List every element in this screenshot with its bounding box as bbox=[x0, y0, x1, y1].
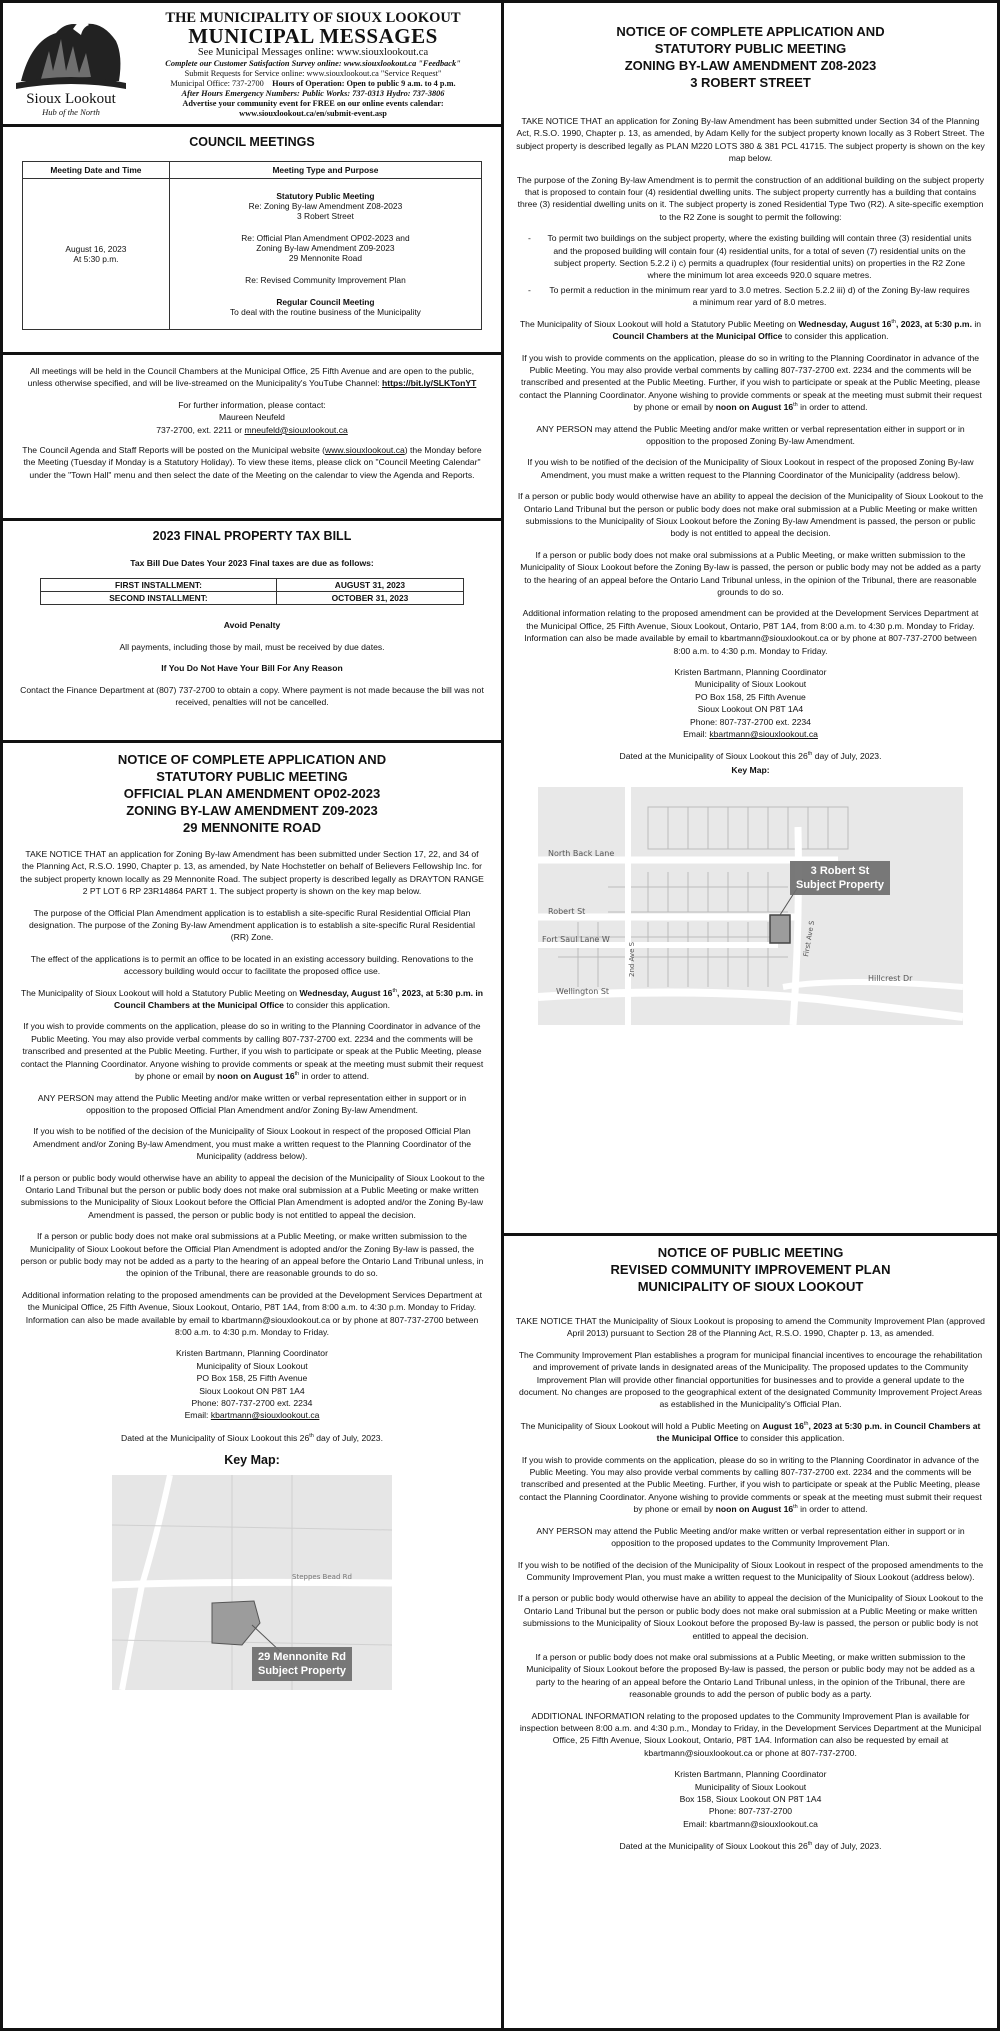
mennonite-notice-section bbox=[3, 743, 501, 2013]
youtube-link[interactable]: https://bit.ly/SLKTonYT bbox=[381, 378, 477, 389]
mennonite-p2: The purpose of the Official Plan Amendment application is to establish a site-specific Rural Residential Official Plan designation. The purpose of the Zoning By-law Amendment application is to establish a site-specific Rural Residential (RR) Zone. bbox=[28, 907, 475, 943]
tax-bill-title: 2023 FINAL PROPERTY TAX BILL bbox=[152, 529, 352, 543]
cip-contact: Kristen Bartmann, Planning Coordinator Municipality of Sioux Lookout Box 158, Sioux Lookout ON P8T 1A4 Phone: 807-737-2700 Email: kbartmann@siouxlookout.ca bbox=[674, 1769, 827, 1829]
statutory-meeting-title: Statutory Public Meeting bbox=[276, 191, 375, 201]
tax-p2: Contact the Finance Department at (807) 737-2700 to obtain a copy. Where payment is not made because the bill was not received, penalties will not be cancelled. bbox=[20, 684, 484, 708]
cip-dated: Dated at the Municipality of Sioux Lookout this 26th day of July, 2023. bbox=[619, 1841, 882, 1852]
council-p3: The Council Agenda and Staff Reports will be posted on the Municipal website (www.siouxlookout.ca) the Monday before the Meeting (Tuesday if Monday is a Statutory Holiday). To view these items, please click on "Council Meeting Calendar" under the "Town Hall" menu and then select the date of the Meeting on the calendar to view the Agenda and Reports. bbox=[22, 445, 482, 480]
second-installment-date: OCTOBER 31, 2023 bbox=[276, 592, 463, 605]
council-info-section bbox=[3, 355, 501, 521]
robert-title-1: NOTICE OF COMPLETE APPLICATION AND bbox=[616, 24, 885, 39]
masthead-events-link[interactable]: www.siouxlookout.ca/en/submit-event.asp bbox=[239, 109, 387, 118]
no-bill-heading: If You Do Not Have Your Bill For Any Reason bbox=[161, 663, 343, 674]
cip-p6: If you wish to be notified of the decision of the Municipality of Sioux Lookout in respect of the proposed amendments to the Community Improvement Plan, you must make a written request to the Municipality of Sioux Lookout (address below). bbox=[517, 1559, 984, 1582]
mennonite-p1: TAKE NOTICE THAT an application for Zoning By-law Amendment has been submitted under Section 17, 22, and 34 of the Planning Act, R.S.O. 1990, Chapter p. 13, as amended, by Nate Hochstetler on behalf of Believers Fellowship Inc. for the subject property known locally as 29 Mennonite Road. The subject property is described legally as DRAYTON RANGE 2 PT LOT 6 RP 23R14864 PART 1. The subject property is shown on the key map below. bbox=[20, 849, 484, 897]
mennonite-p6: ANY PERSON may attend the Public Meeting and/or make written or verbal representation either in support or in opposition to the proposed Official Plan Amendment and/or Zoning By-law Amendment. bbox=[37, 1092, 467, 1115]
robert-p6: If you wish to be notified of the decision of the Municipality of Sioux Lookout in respect of the proposed Zoning By-law Amendment, you must make a written request to the Planning Coordinator of the Municipality (address below). bbox=[527, 457, 974, 480]
street-label: First Ave S bbox=[802, 919, 817, 958]
robert-email-link[interactable]: kbartmann@siouxlookout.ca bbox=[709, 729, 818, 740]
robert-p9: Additional information relating to the proposed amendment can be provided at the Development Services Department at the Municipal Office, 25 Fifth Avenue, Sioux Lookout, Ontario, P8T 1A4, from 8:00 a.m. to 4:30 p.m. Monday to Friday. Information can also be made available by email to kbartmann@siouxlookout.ca or by phone at 807-737-2700 between 8:00 a.m. to 4:30 p.m. Monday to Friday. bbox=[522, 608, 979, 656]
robert-key-map bbox=[538, 787, 963, 1025]
street-label: Robert St bbox=[548, 906, 586, 916]
meeting-time: At 5:30 p.m. bbox=[73, 254, 119, 264]
masthead-advertise: Advertise your community event for FREE on our online events calendar: bbox=[182, 99, 444, 108]
council-email-link[interactable]: mneufeld@siouxlookout.ca bbox=[244, 424, 348, 435]
map-road-label: Steppes Bead Rd bbox=[292, 1573, 352, 1582]
robert-keymap-title: Key Map: bbox=[731, 764, 770, 775]
masthead-line1: THE MUNICIPALITY OF SIOUX LOOKOUT bbox=[165, 10, 461, 26]
cip-title-2: REVISED COMMUNITY IMPROVEMENT PLAN bbox=[610, 1262, 891, 1277]
second-installment-label: SECOND INSTALLMENT: bbox=[41, 592, 277, 605]
council-contact: For further information, please contact: Maureen Neufeld 737-2700, ext. 2211 or mneufeld@siouxlookout.ca bbox=[156, 399, 348, 435]
mennonite-title-2: STATUTORY PUBLIC MEETING bbox=[156, 769, 348, 784]
robert-contact: Kristen Bartmann, Planning Coordinator Municipality of Sioux Lookout PO Box 158, 25 Fifth Avenue Sioux Lookout ON P8T 1A4 Phone: 807-737-2700 ext. 2234 Email: kbartmann@siouxlookout.ca bbox=[674, 667, 827, 740]
meeting-date: August 16, 2023 bbox=[65, 244, 127, 254]
cip-p4: If you wish to provide comments on the application, please do so in writing to the Planning Coordinator in advance of the Public Meeting. You may also provide verbal comments by calling 807-737-2700 ext. 2234 and the comments will be transcribed and presented at the Public Meeting. Further, if you wish to participate or speak at the Public Meeting, please contact the Planning Coordinator. Anyone wishing to provide comments or speak at the meeting must submit their request by phone or email by noon on August 16th in order to attend. bbox=[519, 1454, 982, 1515]
council-meetings-section bbox=[3, 127, 501, 355]
masthead bbox=[3, 3, 501, 127]
tax-bill-section bbox=[3, 521, 501, 743]
table-header-date: Meeting Date and Time bbox=[50, 165, 142, 175]
robert-map-graphic bbox=[538, 787, 963, 1025]
masthead-title: MUNICIPAL MESSAGES bbox=[188, 24, 438, 48]
cip-notice-section bbox=[504, 1236, 997, 1853]
cip-title-3: MUNICIPALITY OF SIOUX LOOKOUT bbox=[637, 1279, 864, 1294]
robert-p4: If you wish to provide comments on the application, please do so in writing to the Planning Coordinator in advance of the Public Meeting. You may also provide verbal comments by calling 807-737-2700 ext. 2234 and the comments will be transcribed and presented at the Public Meeting. Further, if you wish to participate or speak at the Public Meeting, please contact the Planning Coordinator. Anyone wishing to provide comments or speak at the meeting must submit their request by phone or email by noon on August 16th in order to attend. bbox=[519, 352, 982, 413]
street-label: 2nd Ave S bbox=[628, 941, 636, 977]
cip-p5: ANY PERSON may attend the Public Meeting and/or make written or verbal representation either in support or in opposition to the proposed updates to the Community Improvement Plan. bbox=[536, 1525, 965, 1549]
tax-p1: All payments, including those by mail, must be received by due dates. bbox=[119, 641, 385, 652]
mennonite-key-map bbox=[112, 1475, 392, 1690]
first-installment-date: AUGUST 31, 2023 bbox=[276, 579, 463, 592]
cip-title-1: NOTICE OF PUBLIC MEETING bbox=[657, 1245, 844, 1260]
robert-exemption-list bbox=[516, 232, 985, 308]
sioux-lookout-logo bbox=[11, 11, 131, 123]
masthead-office: Municipal Office: 737-2700 bbox=[170, 79, 264, 88]
left-column bbox=[3, 3, 504, 2028]
cip-p9: ADDITIONAL INFORMATION relating to the proposed updates to the Community Improvement Plan is available for inspection between 8:00 a.m. and 4:30 p.m., Monday to Friday, in the Development Services Department at the Municipal Office, 25 Fifth Avenue, Sioux Lookout, Ontario, P8T 1A4. Information can also be requested by email at kbartmann@siouxlookout.ca or phone at 807-737-2700. bbox=[519, 1710, 982, 1758]
item1-line1: Re: Zoning By-law Amendment Z08-2023 bbox=[248, 201, 403, 211]
item2-line3: 29 Mennonite Road bbox=[288, 253, 362, 263]
item2-line2: Zoning By-law Amendment Z09-2023 bbox=[256, 243, 395, 253]
mennonite-contact: Kristen Bartmann, Planning Coordinator Municipality of Sioux Lookout PO Box 158, 25 Fifth Avenue Sioux Lookout ON P8T 1A4 Phone: 807-737-2700 ext. 2234 Email: kbartmann@siouxlookout.ca bbox=[176, 1348, 328, 1421]
mennonite-p3: The effect of the applications is to permit an office to be located in an existing accessory building. Renovations to the accessory building would occur to facilitate the proposed office use. bbox=[30, 953, 474, 977]
street-label: Hillcrest Dr bbox=[868, 973, 913, 983]
mennonite-map-label: 29 Mennonite Rd Subject Property bbox=[252, 1647, 352, 1681]
robert-notice-section bbox=[504, 3, 997, 1236]
robert-dated: Dated at the Municipality of Sioux Lookout this 26th day of July, 2023. bbox=[619, 751, 882, 762]
robert-p7: If a person or public body would otherwise have an ability to appeal the decision of the Municipality of Sioux Lookout to the Ontario Land Tribunal but the person or public body does not make oral submission at a Public Meeting or make written submissions to the Municipality of Sioux Lookout before the Zoning By-law Amendment is passed, the person or public body is not entitled to appeal the decision. bbox=[517, 491, 984, 539]
logo-tagline: Hub of the North bbox=[42, 107, 100, 117]
robert-p3: The Municipality of Sioux Lookout will hold a Statutory Public Meeting on Wednesday, August 16th, 2023, at 5:30 p.m. in Council Chambers at the Municipal Office to consider this application. bbox=[519, 318, 982, 342]
street-label: Wellington St bbox=[556, 986, 610, 996]
masthead-survey: Complete our Customer Satisfaction Survey online: www.siouxlookout.ca "Feedback" bbox=[165, 59, 461, 68]
cip-p3: The Municipality of Sioux Lookout will hold a Public Meeting on August 16th, 2023 at 5:30 p.m. in Council Chambers at the Municipal Office to consider this application. bbox=[520, 1420, 981, 1444]
mennonite-p9: If a person or public body does not make oral submissions at a Public Meeting, or make written submission to the Municipality of Sioux Lookout before the Official Plan Amendment is adopted and/or the Zoning By-law is passed, the person or public body may not be added as a party to the hearing of an appeal before the Ontario Land Tribunal unless, in the opinion of the Tribunal, there are reasonable grounds to do so. bbox=[20, 1231, 484, 1279]
first-installment-label: FIRST INSTALLMENT: bbox=[41, 579, 277, 592]
robert-p5: ANY PERSON may attend the Public Meeting and/or make written or verbal representation either in support or in opposition to the proposed Zoning By-law Amendment. bbox=[536, 423, 965, 446]
mennonite-title-4: ZONING BY-LAW AMENDMENT Z09-2023 bbox=[126, 803, 378, 818]
mennonite-keymap-title: Key Map: bbox=[224, 1453, 280, 1468]
table-header-type: Meeting Type and Purpose bbox=[272, 165, 379, 175]
list-item: - To permit a reduction in the minimum rear yard to 3.0 metres. Section 5.2.2 iii) d) of the Zoning By-law requires a minimum rear yard of 8.0 metres. bbox=[528, 284, 973, 309]
mennonite-p5: If you wish to provide comments on the application, please do so in writing to the Planning Coordinator in advance of the Public Meeting. You may also provide verbal comments by calling 807-737-2700 ext. 2234 and the comments will be transcribed and presented at the Public Meeting. Further, if you wish to participate or speak at the Public Meeting, please contact the Planning Coordinator. Anyone wishing to provide comments or speak at the meeting must submit their request by phone or email by noon on August 16th in order to attend. bbox=[20, 1021, 484, 1082]
mennonite-title-5: 29 MENNONITE ROAD bbox=[183, 820, 321, 835]
item4-line1: To deal with the routine business of the Municipality bbox=[230, 307, 421, 317]
robert-p8: If a person or public body does not make oral submissions at a Public Meeting, or make written submission to the Municipality of Sioux Lookout before the Zoning By-law is passed, the person or public body may not be added as a party to the hearing of an appeal before the Ontario Land Tribunal unless, in the opinion of the Tribunal, there are reasonable grounds to do so. bbox=[520, 549, 981, 597]
cip-p7: If a person or public body would otherwise have an ability to appeal the decision of the Municipality of Sioux Lookout to the Ontario Land Tribunal but the person or public body does not make oral submission at a Public Meeting or make written submissions to the Municipality of Sioux Lookout before the proposed By-law is passed, the person or public body is not entitled to appeal the decision. bbox=[517, 1593, 984, 1641]
mennonite-p8: If a person or public body would otherwise have an ability to appeal the decision of the Municipality of Sioux Lookout to the Ontario Land Tribunal but the person or public body does not make oral submission at a Public Meeting or make written submissions to the Municipality of Sioux Lookout before the Official Plan Amendment is adopted and/or the Zoning By-law Amendment is passed, the person or public body is not entitled to appeal the decision. bbox=[19, 1172, 485, 1220]
council-meetings-title: COUNCIL MEETINGS bbox=[189, 135, 315, 149]
item2-line1: Re: Official Plan Amendment OP02-2023 and bbox=[241, 233, 410, 243]
mennonite-dated: Dated at the Municipality of Sioux Lookout this 26th day of July, 2023. bbox=[121, 1432, 383, 1443]
mennonite-title-3: OFFICIAL PLAN AMENDMENT OP02-2023 bbox=[123, 786, 381, 801]
tax-dates-table bbox=[40, 578, 464, 605]
logo-text: Sioux Lookout bbox=[26, 91, 116, 107]
mennonite-p10: Additional information relating to the proposed amendments can be provided at the Development Services Department at the Municipal Office, 25 Fifth Avenue, Sioux Lookout, Ontario, P8T 1A4, from 8:00 a.m. to 4:30 p.m. Monday to Friday. Information can also be made available by email to kbartmann@siouxlookout.ca or by phone at 807-737-2700 between 8:00 a.m. to 4:30 p.m. Monday to Friday. bbox=[21, 1289, 483, 1337]
avoid-penalty-heading: Avoid Penalty bbox=[223, 620, 281, 631]
right-column bbox=[504, 3, 997, 2028]
mennonite-email-link[interactable]: kbartmann@siouxlookout.ca bbox=[210, 1410, 320, 1421]
council-meetings-table bbox=[22, 161, 482, 330]
masthead-service: Submit Requests for Service online: www.siouxlookout.ca "Service Request" bbox=[184, 69, 442, 78]
street-label: Fort Saul Lane W bbox=[542, 934, 610, 944]
cip-p8: If a person or public body does not make oral submissions at a Public Meeting, or make written submission to the Municipality of Sioux Lookout before the proposed By-law is passed, the person or public body may not be added as a party to the hearing of an appeal before the Ontario Land Tribunal unless, in the opinion of the Tribunal, there are reasonable grounds to add the person of public body as a party. bbox=[526, 1651, 975, 1700]
council-p1: All meetings will be held in the Council Chambers at the Municipal Office, 25 Fifth Avenue and are open to the public, unless otherwise specified, and will be live-streamed on the Municipality's YouTube Channel: https://bit.ly/SLKTonYT bbox=[27, 366, 477, 389]
masthead-text bbox=[131, 11, 495, 119]
regular-meeting-title: Regular Council Meeting bbox=[276, 297, 375, 307]
masthead-emergency: After Hours Emergency Numbers: Public Works: 737-0313 Hydro: 737-3806 bbox=[181, 89, 445, 98]
cip-p1: TAKE NOTICE THAT the Municipality of Sioux Lookout is proposing to amend the Community Improvement Plan (approved April 2013) pursuant to Section 28 of the Planning Act, R.S.O. 1990, Chapter p. 13, as amended. bbox=[516, 1316, 985, 1339]
cip-p2: The Community Improvement Plan establishes a program for municipal financial incentives to encourage the rehabilitation and improvement of private lands in designated areas of the Municipality. The proposed updates to the Community Improvement Plan will provide other financial opportunities for businesses and to provide a general update to the document. No changes are proposed to the geographical extent of the designated Community Improvement Project Areas as established in the Municipality's Official Plan. bbox=[518, 1349, 983, 1410]
mennonite-p7: If you wish to be notified of the decision of the Municipality of Sioux Lookout in respect of the proposed Official Plan Amendment and/or Zoning By-law Amendment, you must make a written request to the Planning Coordinator of the Municipality (address below). bbox=[32, 1126, 472, 1162]
robert-p2: The purpose of the Zoning By-law Amendment is to permit the construction of an additional building on the subject property that is proposed to contain four (4) residential dwelling units. The subject property currently has a building that contains three (3) residential dwelling units on it. The subject property is zoned Residential Type Two (R2). A site-specific exemption to the R2 Zone is sought to permit the following: bbox=[516, 174, 985, 222]
robert-title-3: ZONING BY-LAW AMENDMENT Z08-2023 bbox=[624, 58, 877, 73]
robert-map-label: 3 Robert St Subject Property bbox=[790, 861, 890, 895]
item1-line2: 3 Robert Street bbox=[297, 211, 354, 221]
robert-p1: TAKE NOTICE THAT an application for Zoning By-law Amendment has been submitted under Section 34 of the Planning Act, R.S.O. 1990, Chapter p. 13, as amended, by Adam Kelly for the subject property known locally as 3 Robert Street. The subject property is described legally as PLAN M220 LOTS 380 & 381 PCL 41715. The subject property is shown on the key map below. bbox=[516, 116, 985, 164]
tax-intro: Tax Bill Due Dates Your 2023 Final taxes are due as follows: bbox=[130, 558, 374, 568]
masthead-hours: Hours of Operation: Open to public 9 a.m. to 4 p.m. bbox=[272, 79, 456, 88]
item3: Re: Revised Community Improvement Plan bbox=[245, 275, 406, 285]
masthead-line3: See Municipal Messages online: www.siouxlookout.ca bbox=[197, 47, 429, 58]
robert-title-2: STATUTORY PUBLIC MEETING bbox=[654, 41, 847, 56]
list-item: - To permit two buildings on the subject property, where the existing building will contain three (3) residential units and the proposed building will contain four (4) residential units, for a total of seven (7) residential units on the subject property. Section 5.2.2 i) c) permits a quadruplex (four residential units) on properties in the R2 Zone where the minimum lot area exceeds 920.0 square metres. bbox=[528, 232, 973, 282]
robert-title-4: 3 ROBERT STREET bbox=[690, 75, 811, 90]
street-label: North Back Lane bbox=[548, 848, 615, 858]
mennonite-title-1: NOTICE OF COMPLETE APPLICATION AND bbox=[117, 752, 387, 767]
website-link[interactable]: www.siouxlookout.ca bbox=[325, 445, 405, 456]
mennonite-p4: The Municipality of Sioux Lookout will hold a Statutory Public Meeting on Wednesday, August 16th, 2023, at 5:30 p.m. in Council Chambers at the Municipal Office to consider this application. bbox=[20, 987, 484, 1011]
